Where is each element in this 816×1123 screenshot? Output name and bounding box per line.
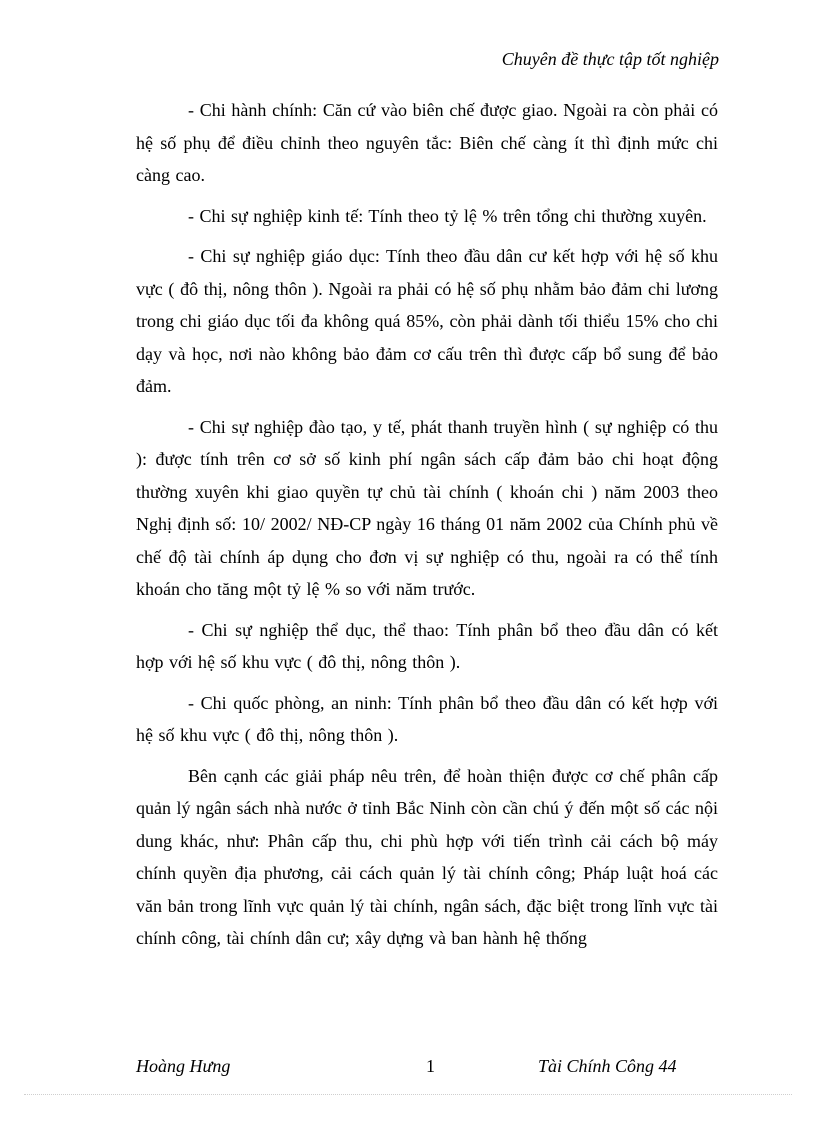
paragraph-chi-su-nghiep-giao-duc: - Chi sự nghiệp giáo dục: Tính theo đầu dân cư kết hợp với hệ số khu vực ( đô thị, nông thôn ). Ngoài ra phải có hệ số phụ nhằm bảo đảm chi lương trong chi giáo dục tối đa không quá 85%, còn phải dành tối thiểu 15% cho chi dạy và học, nơi nào không bảo đảm cơ cấu trên thì được cấp bổ sung để bảo đảm. bbox=[136, 246, 718, 396]
page-header-title: Chuyên đề thực tập tốt nghiệp bbox=[501, 49, 719, 69]
document-body bbox=[136, 94, 718, 963]
paragraph-chi-quoc-phong: - Chi quốc phòng, an ninh: Tính phân bổ theo đầu dân có kết hợp với hệ số khu vực ( đô thị, nông thôn ). bbox=[136, 692, 718, 745]
page-bottom-edge bbox=[24, 1094, 792, 1095]
paragraph-chi-the-duc-the-thao: - Chi sự nghiệp thể dục, thể thao: Tính phân bổ theo đầu dân có kết hợp với hệ số khu vực ( đô thị, nông thôn ). bbox=[136, 619, 718, 672]
footer-page-number: 1 bbox=[426, 1056, 435, 1076]
paragraph-chi-su-nghiep-kinh-te: - Chi sự nghiệp kinh tế: Tính theo tỷ lệ % trên tổng chi thường xuyên. bbox=[188, 205, 707, 226]
paragraph-chi-su-nghiep-dao-tao: - Chi sự nghiệp đào tạo, y tế, phát thanh truyền hình ( sự nghiệp có thu ): được tính trên cơ sở số kinh phí ngân sách cấp đảm bảo chi hoạt động thường xuyên khi giao quyền tự chủ tài chính ( khoán chi ) năm 2003 theo Nghị định số: 10/ 2002/ NĐ-CP ngày 16 tháng 01 năm 2002 của Chính phủ về chế độ tài chính áp dụng cho đơn vị sự nghiệp có thu, ngoài ra có thể tính khoán cho tăng một tỷ lệ % so với năm trước. bbox=[136, 416, 718, 599]
paragraph-ben-canh: Bên cạnh các giải pháp nêu trên, để hoàn thiện được cơ chế phân cấp quản lý ngân sách nhà nước ở tỉnh Bắc Ninh còn cần chú ý đến một số các nội dung khác, như: Phân cấp thu, chi phù hợp với tiến trình cải cách bộ máy chính quyền địa phương, cải cách quản lý tài chính công; Pháp luật hoá các văn bản trong lĩnh vực quản lý tài chính, ngân sách, đặc biệt trong lĩnh vực tài chính công, tài chính dân cư; xây dựng và ban hành hệ thống bbox=[136, 765, 718, 948]
footer-class-name: Tài Chính Công 44 bbox=[538, 1056, 677, 1076]
footer-author: Hoàng Hưng bbox=[136, 1056, 231, 1076]
paragraph-chi-hanh-chinh: - Chi hành chính: Căn cứ vào biên chế được giao. Ngoài ra còn phải có hệ số phụ để điều chỉnh theo nguyên tắc: Biên chế càng ít thì định mức chi càng cao. bbox=[136, 100, 718, 185]
